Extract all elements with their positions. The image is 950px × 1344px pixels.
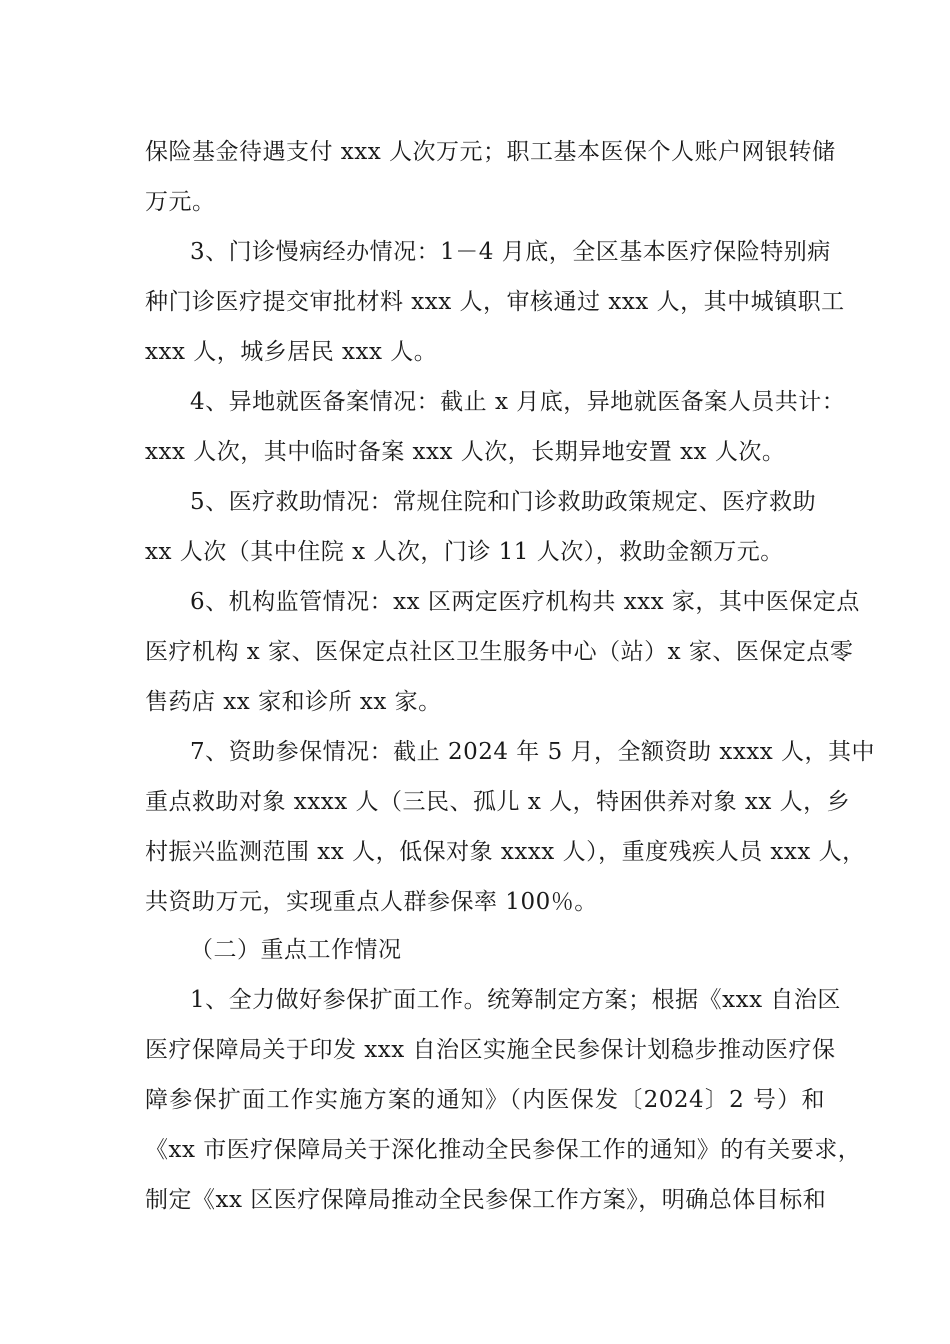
paragraph-line: 1、全力做好参保扩面工作。统筹制定方案；根据《xxx 自治区: [190, 987, 841, 1013]
paragraph-line: 4、异地就医备案情况：截止 x 月底，异地就医备案人员共计：: [190, 389, 846, 415]
paragraph-line: xxx 人，城乡居民 xxx 人。: [145, 339, 438, 365]
paragraph-line: 医疗保障局关于印发 xxx 自治区实施全民参保计划稳步推动医疗保: [145, 1037, 836, 1063]
paragraph-line: 医疗机构 x 家、医保定点社区卫生服务中心（站）x 家、医保定点零: [145, 639, 854, 665]
paragraph-line: 7、资助参保情况：截止 2024 年 5 月，全额资助 xxxx 人，其中: [190, 739, 876, 765]
paragraph-line: xx 人次（其中住院 x 人次，门诊 11 人次），救助金额万元。: [145, 539, 784, 565]
paragraph-line: 5、医疗救助情况：常规住院和门诊救助政策规定、医疗救助: [190, 489, 817, 515]
paragraph-line: 保险基金待遇支付 xxx 人次万元；职工基本医保个人账户网银转储: [145, 139, 836, 165]
paragraph-line: 共资助万元，实现重点人群参保率 100％。: [145, 889, 598, 915]
paragraph-line: 售药店 xx 家和诊所 xx 家。: [145, 689, 442, 715]
paragraph-line: 重点救助对象 xxxx 人（三民、孤儿 x 人，特困供养对象 xx 人，乡: [145, 789, 851, 815]
paragraph-line: xxx 人次，其中临时备案 xxx 人次，长期异地安置 xx 人次。: [145, 439, 786, 465]
section-heading: （二）重点工作情况: [190, 937, 402, 963]
paragraph-line: 万元。: [145, 189, 216, 215]
paragraph-line: 障参保扩面工作实施方案的通知》（内医保发〔2024〕2 号）和: [145, 1087, 825, 1113]
paragraph-line: 6、机构监管情况：xx 区两定医疗机构共 xxx 家，其中医保定点: [190, 589, 860, 615]
paragraph-line: 制定《xx 区医疗保障局推动全民参保工作方案》，明确总体目标和: [145, 1187, 827, 1213]
paragraph-line: 《xx 市医疗保障局关于深化推动全民参保工作的通知》的有关要求，: [145, 1137, 862, 1163]
paragraph-line: 村振兴监测范围 xx 人，低保对象 xxxx 人），重度残疾人员 xxx 人，: [145, 839, 866, 865]
paragraph-line: 3、门诊慢病经办情况：1－4 月底，全区基本医疗保险特别病: [190, 239, 831, 265]
paragraph-line: 种门诊医疗提交审批材料 xxx 人，审核通过 xxx 人，其中城镇职工: [145, 289, 845, 315]
